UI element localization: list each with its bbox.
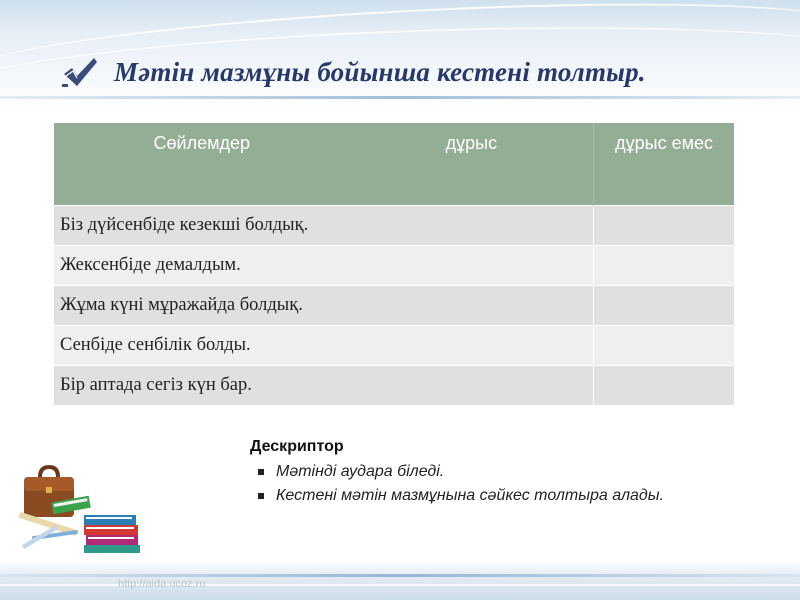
checkmark-icon — [60, 54, 100, 90]
table-row — [54, 326, 734, 366]
column-header-correct: дұрыс — [350, 123, 594, 206]
sentences-table — [54, 123, 734, 405]
descriptor-block — [250, 438, 710, 508]
table-row — [54, 246, 734, 286]
table-row — [54, 206, 734, 246]
bullet-icon — [258, 469, 264, 475]
table-row — [54, 366, 734, 406]
watermark-link: http://aida.ucoz.ru — [118, 578, 206, 590]
books-briefcase-icon — [12, 455, 142, 555]
list-item — [250, 484, 710, 508]
header-divider — [0, 96, 800, 99]
title-row — [60, 52, 646, 92]
column-header-sentences: Сөйлемдер — [54, 123, 350, 206]
footer-stripe — [0, 574, 800, 577]
slide-title: Мәтін мазмұны бойынша кестені толтыр. — [114, 56, 646, 87]
correct-cell[interactable] — [350, 286, 594, 326]
correct-cell[interactable] — [350, 246, 594, 286]
sentence-cell: Жұма күні мұражайда болдық. — [54, 286, 350, 326]
table-header-row — [54, 123, 734, 206]
descriptor-list — [250, 460, 710, 508]
list-item — [250, 460, 710, 484]
incorrect-cell[interactable] — [594, 366, 734, 406]
sentence-cell: Біз дүйсенбіде кезекші болдық. — [54, 206, 350, 246]
sentence-cell: Бір аптада сегіз күн бар. — [54, 366, 350, 406]
column-header-incorrect: дұрыс емес — [594, 123, 734, 206]
correct-cell[interactable] — [350, 366, 594, 406]
incorrect-cell[interactable] — [594, 326, 734, 366]
sentence-cell: Сенбіде сенбілік болды. — [54, 326, 350, 366]
descriptor-item-text: Кестені мәтін мазмұнына сәйкес толтыра алады. — [276, 487, 664, 504]
table-row — [54, 286, 734, 326]
incorrect-cell[interactable] — [594, 206, 734, 246]
incorrect-cell[interactable] — [594, 246, 734, 286]
correct-cell[interactable] — [350, 326, 594, 366]
sentence-cell: Жексенбіде демалдым. — [54, 246, 350, 286]
incorrect-cell[interactable] — [594, 286, 734, 326]
descriptor-heading: Дескриптор — [250, 438, 344, 455]
bullet-icon — [258, 493, 264, 499]
descriptor-item-text: Мәтінді аудара біледі. — [276, 463, 445, 480]
correct-cell[interactable] — [350, 206, 594, 246]
